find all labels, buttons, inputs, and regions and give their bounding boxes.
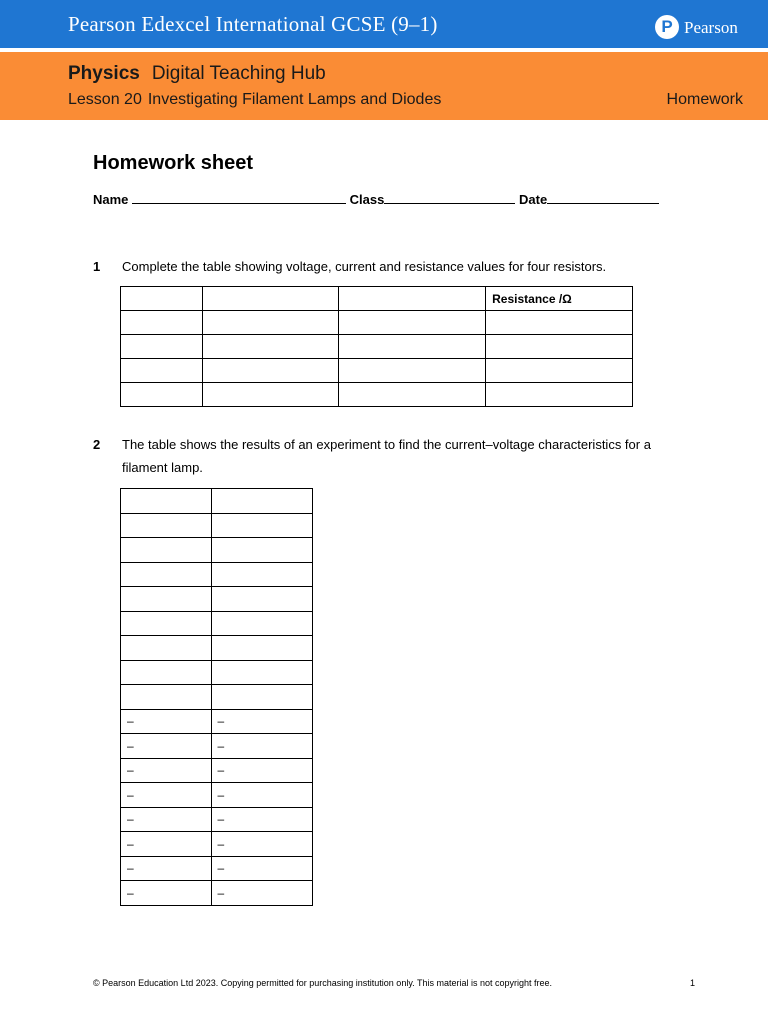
question-1-number: 1 bbox=[93, 259, 101, 274]
class-label: Class bbox=[349, 192, 385, 207]
table-row bbox=[121, 611, 313, 636]
lesson-line bbox=[68, 91, 441, 109]
class-field[interactable] bbox=[384, 191, 515, 204]
lesson-title: Investigating Filament Lamps and Diodes bbox=[147, 91, 442, 108]
table-cell[interactable] bbox=[121, 287, 203, 311]
table-cell[interactable] bbox=[202, 359, 339, 383]
table-cell[interactable]: – bbox=[121, 807, 212, 832]
table-cell[interactable]: – bbox=[211, 709, 312, 734]
table-cell[interactable]: – bbox=[211, 832, 312, 857]
section-tag: Homework bbox=[666, 91, 743, 108]
student-details-row bbox=[93, 191, 659, 207]
filament-lamp-table bbox=[120, 488, 313, 906]
copyright-notice: © Pearson Education Ltd 2023. Copying permitted for purchasing institution only. This material is not copyright free. bbox=[93, 978, 553, 988]
table-cell[interactable] bbox=[121, 660, 212, 685]
table-cell[interactable] bbox=[486, 335, 633, 359]
table-cell[interactable] bbox=[339, 383, 486, 407]
table-cell[interactable]: – bbox=[211, 734, 312, 759]
subject-line bbox=[68, 63, 326, 85]
table-cell[interactable] bbox=[121, 383, 203, 407]
table-cell[interactable] bbox=[339, 287, 486, 311]
resistor-table bbox=[120, 286, 633, 407]
table-cell[interactable] bbox=[211, 660, 312, 685]
name-label: Name bbox=[93, 192, 129, 207]
resistance-header: Resistance /Ω bbox=[486, 287, 633, 311]
table-cell[interactable] bbox=[211, 562, 312, 587]
table-cell[interactable] bbox=[486, 311, 633, 335]
table-cell[interactable] bbox=[121, 611, 212, 636]
table-header-row bbox=[121, 287, 633, 311]
table-row bbox=[121, 709, 313, 734]
table-cell[interactable] bbox=[202, 383, 339, 407]
subject-name: Physics bbox=[68, 63, 140, 84]
table-row bbox=[121, 832, 313, 857]
pearson-logo-icon: P bbox=[655, 15, 679, 39]
table-cell[interactable] bbox=[486, 383, 633, 407]
question-2-number: 2 bbox=[93, 437, 101, 452]
table-cell[interactable]: – bbox=[121, 783, 212, 808]
table-cell[interactable]: – bbox=[121, 881, 212, 906]
table-cell[interactable] bbox=[211, 587, 312, 612]
table-cell[interactable] bbox=[121, 335, 203, 359]
table-row bbox=[121, 311, 633, 335]
table-row bbox=[121, 758, 313, 783]
table-cell[interactable] bbox=[121, 587, 212, 612]
question-2-text: The table shows the results of an experiment to find the current–voltage characteristics for a filament lamp. bbox=[122, 437, 651, 475]
table-cell[interactable] bbox=[121, 685, 212, 710]
lesson-number: Lesson 20 bbox=[68, 91, 142, 108]
question-1-text: Complete the table showing voltage, current and resistance values for four resistors. bbox=[122, 259, 607, 274]
table-cell[interactable]: – bbox=[121, 856, 212, 881]
table-cell[interactable] bbox=[121, 513, 212, 538]
table-cell[interactable]: – bbox=[121, 758, 212, 783]
table-cell[interactable] bbox=[211, 636, 312, 661]
table-row bbox=[121, 383, 633, 407]
date-label: Date bbox=[519, 192, 548, 207]
pearson-logo-word: Pearson bbox=[684, 18, 738, 37]
table-row bbox=[121, 660, 313, 685]
table-cell[interactable]: – bbox=[211, 856, 312, 881]
table-cell[interactable]: – bbox=[121, 734, 212, 759]
table-cell[interactable] bbox=[211, 489, 312, 514]
table-row bbox=[121, 359, 633, 383]
table-cell[interactable] bbox=[121, 489, 212, 514]
table-cell[interactable] bbox=[202, 311, 339, 335]
table-cell[interactable] bbox=[339, 335, 486, 359]
table-cell[interactable] bbox=[202, 335, 339, 359]
table-row bbox=[121, 562, 313, 587]
table-cell[interactable] bbox=[121, 562, 212, 587]
name-field[interactable] bbox=[132, 191, 346, 204]
table-cell[interactable]: – bbox=[121, 832, 212, 857]
table-row bbox=[121, 685, 313, 710]
page-title: Homework sheet bbox=[93, 152, 254, 174]
table-cell[interactable]: – bbox=[211, 881, 312, 906]
date-field[interactable] bbox=[547, 191, 659, 204]
table-cell[interactable]: – bbox=[211, 807, 312, 832]
table-cell[interactable] bbox=[202, 287, 339, 311]
table-row bbox=[121, 881, 313, 906]
table-cell[interactable]: – bbox=[121, 709, 212, 734]
table-cell[interactable] bbox=[339, 359, 486, 383]
table-cell[interactable] bbox=[486, 359, 633, 383]
table-row bbox=[121, 513, 313, 538]
table-row bbox=[121, 489, 313, 514]
table-cell[interactable] bbox=[121, 359, 203, 383]
lesson-banner bbox=[0, 52, 768, 120]
table-row bbox=[121, 636, 313, 661]
table-row bbox=[121, 538, 313, 563]
top-banner bbox=[0, 0, 768, 48]
hub-name: Digital Teaching Hub bbox=[151, 63, 326, 84]
page-number: 1 bbox=[690, 978, 696, 988]
table-cell[interactable]: – bbox=[211, 758, 312, 783]
course-title: Pearson Edexcel International GCSE (9–1) bbox=[68, 12, 438, 36]
table-cell[interactable] bbox=[121, 311, 203, 335]
table-cell[interactable] bbox=[121, 538, 212, 563]
table-cell[interactable] bbox=[211, 513, 312, 538]
table-row bbox=[121, 734, 313, 759]
table-cell[interactable]: – bbox=[211, 783, 312, 808]
table-row bbox=[121, 783, 313, 808]
table-cell[interactable] bbox=[121, 636, 212, 661]
table-cell[interactable] bbox=[211, 685, 312, 710]
table-cell[interactable] bbox=[211, 611, 312, 636]
table-row bbox=[121, 587, 313, 612]
table-row bbox=[121, 856, 313, 881]
table-row bbox=[121, 807, 313, 832]
table-row bbox=[121, 335, 633, 359]
table-cell[interactable] bbox=[211, 538, 312, 563]
table-cell[interactable] bbox=[339, 311, 486, 335]
